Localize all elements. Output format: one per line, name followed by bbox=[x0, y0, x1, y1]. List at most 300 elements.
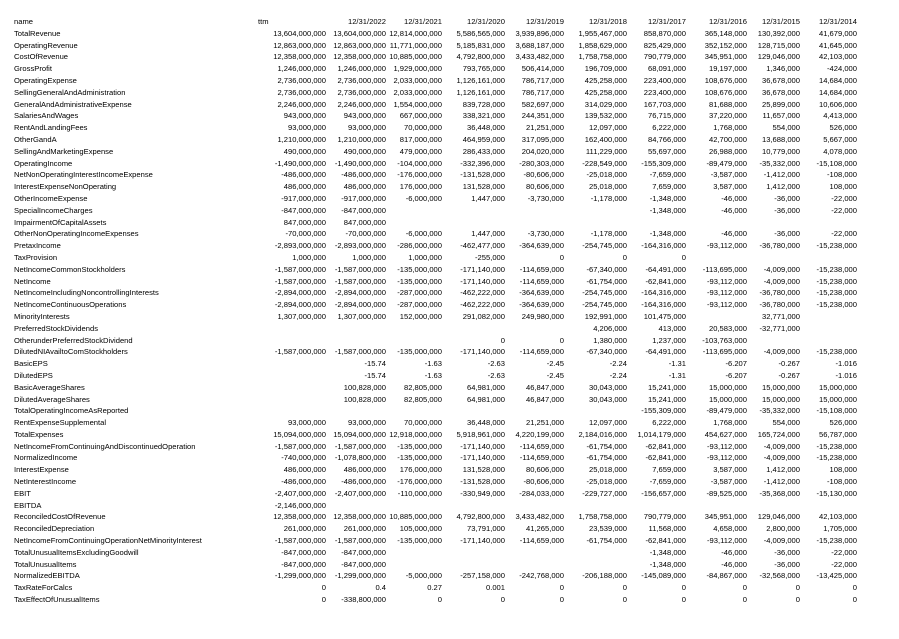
header-cell: 12/31/2021 bbox=[403, 17, 442, 26]
row-label: MinorityInterests bbox=[14, 311, 70, 321]
table-cell: -131,528,000 bbox=[460, 170, 505, 180]
table-cell: 36,448,000 bbox=[466, 418, 505, 428]
table-row bbox=[0, 523, 899, 535]
table-cell: 2,736,000,000 bbox=[337, 75, 386, 85]
table-cell: -254,745,000 bbox=[582, 288, 627, 298]
table-cell: 23,539,000 bbox=[588, 524, 627, 534]
table-cell: -917,000,000 bbox=[281, 193, 326, 203]
table-cell: -93,112,000 bbox=[707, 276, 747, 286]
table-cell: 176,000,000 bbox=[399, 465, 442, 475]
table-cell: -15,108,000 bbox=[816, 158, 857, 168]
table-cell: -3,587,000 bbox=[710, 477, 747, 487]
table-cell: 464,959,000 bbox=[462, 134, 505, 144]
table-cell: 2,736,000,000 bbox=[337, 87, 386, 97]
table-cell: 15,000,000 bbox=[761, 382, 800, 392]
table-cell: -462,222,000 bbox=[460, 300, 505, 310]
table-cell: 1,412,000 bbox=[766, 182, 800, 192]
table-cell: 130,392,000 bbox=[757, 28, 800, 38]
table-cell: 526,000 bbox=[829, 418, 857, 428]
table-row bbox=[0, 63, 899, 75]
table-cell: -176,000,000 bbox=[397, 477, 442, 487]
table-cell: 858,870,000 bbox=[643, 28, 686, 38]
table-cell: 21,251,000 bbox=[525, 123, 564, 133]
table-cell: -15,238,000 bbox=[816, 276, 857, 286]
row-label: TaxEffectOfUnusualItems bbox=[14, 595, 100, 605]
row-label: InterestExpenseNonOperating bbox=[14, 182, 117, 192]
table-cell: 165,724,000 bbox=[757, 429, 800, 439]
row-label: GeneralAndAdministrativeExpense bbox=[14, 99, 132, 109]
table-row bbox=[0, 346, 899, 358]
table-cell: 13,604,000,000 bbox=[333, 28, 386, 38]
table-row bbox=[0, 240, 899, 252]
table-cell: -135,000,000 bbox=[397, 536, 442, 546]
table-cell: -847,000,000 bbox=[281, 559, 326, 569]
table-cell: 15,094,000,000 bbox=[273, 429, 326, 439]
table-cell: -1,348,000 bbox=[649, 205, 686, 215]
table-cell: 261,000,000 bbox=[343, 524, 386, 534]
table-cell: 4,206,000 bbox=[593, 323, 627, 333]
row-label: OperatingRevenue bbox=[14, 40, 78, 50]
table-cell: 4,792,800,000 bbox=[456, 512, 505, 522]
table-cell: -4,009,000 bbox=[763, 347, 800, 357]
table-cell: 3,688,187,000 bbox=[515, 40, 564, 50]
table-cell: 486,000,000 bbox=[343, 182, 386, 192]
table-cell: -89,479,000 bbox=[706, 406, 747, 416]
table-cell: 73,791,000 bbox=[466, 524, 505, 534]
header-cell: name bbox=[14, 17, 33, 26]
table-cell: 1,307,000,000 bbox=[337, 311, 386, 321]
table-cell: 7,659,000 bbox=[652, 465, 686, 475]
table-cell: 793,765,000 bbox=[462, 64, 505, 74]
table-cell: 0 bbox=[795, 583, 800, 593]
table-cell: -1,587,000,000 bbox=[334, 347, 386, 357]
table-cell: 76,715,000 bbox=[647, 111, 686, 121]
table-row bbox=[0, 193, 899, 205]
table-cell: 32,771,000 bbox=[761, 311, 800, 321]
table-row bbox=[0, 134, 899, 146]
row-label: SellingAndMarketingExpense bbox=[14, 146, 114, 156]
table-cell: 223,400,000 bbox=[643, 87, 686, 97]
row-label: CostOfRevenue bbox=[14, 52, 69, 62]
table-cell: -280,303,000 bbox=[519, 158, 564, 168]
table-row bbox=[0, 311, 899, 323]
table-cell: 352,152,000 bbox=[704, 40, 747, 50]
table-cell: -486,000,000 bbox=[341, 170, 386, 180]
table-cell: 196,709,000 bbox=[584, 64, 627, 74]
row-label: RentExpenseSupplemental bbox=[14, 418, 107, 428]
table-cell: -2,407,000,000 bbox=[334, 488, 386, 498]
table-cell: -164,316,000 bbox=[641, 300, 686, 310]
table-cell: -164,316,000 bbox=[641, 241, 686, 251]
table-cell: 176,000,000 bbox=[399, 182, 442, 192]
table-cell: -3,730,000 bbox=[527, 229, 564, 239]
table-cell: -32,568,000 bbox=[759, 571, 800, 581]
table-cell: 4,220,199,000 bbox=[515, 429, 564, 439]
table-cell: 1,447,000 bbox=[471, 229, 505, 239]
table-cell: -1,348,000 bbox=[649, 547, 686, 557]
row-label: NetIncomeCommonStockholders bbox=[14, 264, 126, 274]
table-cell: 1,955,467,000 bbox=[578, 28, 627, 38]
table-cell: 490,000,000 bbox=[283, 146, 326, 156]
table-cell: 15,000,000 bbox=[818, 382, 857, 392]
table-row bbox=[0, 252, 899, 264]
table-cell: 1,210,000,000 bbox=[277, 134, 326, 144]
table-cell: 3,433,482,000 bbox=[515, 52, 564, 62]
table-row bbox=[0, 205, 899, 217]
row-label: NetNonOperatingInterestIncomeExpense bbox=[14, 170, 153, 180]
table-cell: 131,528,000 bbox=[462, 182, 505, 192]
table-cell: -104,000,000 bbox=[397, 158, 442, 168]
table-cell: 486,000,000 bbox=[343, 465, 386, 475]
table-cell: -113,695,000 bbox=[702, 347, 747, 357]
table-cell: 2,033,000,000 bbox=[393, 75, 442, 85]
row-label: NetIncome bbox=[14, 276, 51, 286]
table-row bbox=[0, 28, 899, 40]
table-cell: 1,380,000 bbox=[593, 335, 627, 345]
table-cell: -114,659,000 bbox=[519, 536, 564, 546]
table-cell: -257,158,000 bbox=[460, 571, 505, 581]
row-label: OtherGandA bbox=[14, 134, 57, 144]
table-cell: 70,000,000 bbox=[403, 418, 442, 428]
row-label: OtherNonOperatingIncomeExpenses bbox=[14, 229, 139, 239]
table-cell: 12,358,000,000 bbox=[333, 52, 386, 62]
table-cell: 790,779,000 bbox=[643, 512, 686, 522]
table-cell: 11,771,000,000 bbox=[389, 40, 442, 50]
header-cell: 12/31/2018 bbox=[588, 17, 627, 26]
table-cell: -46,000 bbox=[721, 559, 747, 569]
table-cell: -847,000,000 bbox=[341, 547, 386, 557]
header-cell: 12/31/2015 bbox=[761, 17, 800, 26]
table-row bbox=[0, 276, 899, 288]
table-cell: 425,258,000 bbox=[584, 87, 627, 97]
table-cell: 825,429,000 bbox=[643, 40, 686, 50]
table-cell: -286,000,000 bbox=[397, 241, 442, 251]
table-cell: -46,000 bbox=[721, 205, 747, 215]
table-cell: -35,332,000 bbox=[759, 158, 800, 168]
table-cell: 131,528,000 bbox=[462, 465, 505, 475]
table-cell: -2.63 bbox=[487, 359, 505, 369]
table-cell: 413,000 bbox=[658, 323, 686, 333]
table-cell: -93,112,000 bbox=[707, 441, 747, 451]
header-cell: 12/31/2019 bbox=[525, 17, 564, 26]
table-cell: 490,000,000 bbox=[343, 146, 386, 156]
table-cell: 506,414,000 bbox=[521, 64, 564, 74]
table-cell: -15,238,000 bbox=[816, 536, 857, 546]
table-cell: -229,727,000 bbox=[582, 488, 627, 498]
table-cell: -1.016 bbox=[835, 359, 857, 369]
table-cell: 12,358,000,000 bbox=[273, 512, 326, 522]
table-cell: -15,238,000 bbox=[816, 453, 857, 463]
table-cell: 128,715,000 bbox=[757, 40, 800, 50]
table-cell: -1,178,000 bbox=[590, 193, 627, 203]
table-cell: -25,018,000 bbox=[586, 477, 627, 487]
table-cell: -284,033,000 bbox=[519, 488, 564, 498]
table-cell: 454,627,000 bbox=[704, 429, 747, 439]
table-row bbox=[0, 559, 899, 571]
table-cell: 81,688,000 bbox=[708, 99, 747, 109]
table-cell: 93,000,000 bbox=[287, 418, 326, 428]
table-cell: 314,029,000 bbox=[584, 99, 627, 109]
table-cell: 30,043,000 bbox=[588, 394, 627, 404]
table-cell: -135,000,000 bbox=[397, 453, 442, 463]
table-cell: -2,894,000,000 bbox=[334, 288, 386, 298]
table-cell: 10,885,000,000 bbox=[389, 52, 442, 62]
table-cell: 0 bbox=[795, 595, 800, 605]
table-cell: -3,730,000 bbox=[527, 193, 564, 203]
table-cell: 1,758,758,000 bbox=[578, 52, 627, 62]
table-cell: 2,033,000,000 bbox=[393, 87, 442, 97]
table-cell: 486,000,000 bbox=[283, 465, 326, 475]
table-cell: -62,841,000 bbox=[645, 441, 686, 451]
table-cell: 108,676,000 bbox=[704, 87, 747, 97]
table-row bbox=[0, 358, 899, 370]
table-row bbox=[0, 476, 899, 488]
table-cell: -364,639,000 bbox=[519, 241, 564, 251]
table-cell: -255,000 bbox=[475, 252, 505, 262]
table-cell: -2.63 bbox=[487, 370, 505, 380]
table-cell: 0 bbox=[500, 595, 505, 605]
row-label: OperatingIncome bbox=[14, 158, 73, 168]
table-cell: -171,140,000 bbox=[460, 264, 505, 274]
table-row bbox=[0, 287, 899, 299]
table-cell: -4,009,000 bbox=[763, 264, 800, 274]
table-cell: 12,814,000,000 bbox=[389, 28, 442, 38]
table-cell: -2,893,000,000 bbox=[334, 241, 386, 251]
row-label: PretaxIncome bbox=[14, 241, 61, 251]
table-cell: -242,768,000 bbox=[519, 571, 564, 581]
table-cell: -6.207 bbox=[725, 359, 747, 369]
table-cell: -917,000,000 bbox=[341, 193, 386, 203]
table-cell: -64,491,000 bbox=[645, 264, 686, 274]
table-cell: 100,828,000 bbox=[343, 394, 386, 404]
table-cell: 479,000,000 bbox=[399, 146, 442, 156]
table-cell: 3,587,000 bbox=[713, 182, 747, 192]
table-cell: 204,020,000 bbox=[521, 146, 564, 156]
table-cell: 4,413,000 bbox=[823, 111, 857, 121]
table-cell: -228,549,000 bbox=[582, 158, 627, 168]
table-cell: -13,425,000 bbox=[816, 571, 857, 581]
header-cell: 12/31/2014 bbox=[818, 17, 857, 26]
table-cell: 365,148,000 bbox=[704, 28, 747, 38]
table-row bbox=[0, 181, 899, 193]
table-row bbox=[0, 40, 899, 52]
table-cell: 36,678,000 bbox=[761, 75, 800, 85]
table-cell: 11,568,000 bbox=[648, 524, 686, 534]
row-label: DilutedNIAvailtoComStockholders bbox=[14, 347, 128, 357]
table-cell: 2,246,000,000 bbox=[277, 99, 326, 109]
table-cell: 101,475,000 bbox=[643, 311, 686, 321]
table-cell: -1.016 bbox=[835, 370, 857, 380]
table-cell: -89,479,000 bbox=[706, 158, 747, 168]
table-cell: 37,220,000 bbox=[708, 111, 747, 121]
table-row bbox=[0, 441, 899, 453]
table-cell: 41,679,000 bbox=[818, 28, 857, 38]
table-cell: -84,867,000 bbox=[706, 571, 747, 581]
table-cell: -338,800,000 bbox=[341, 595, 386, 605]
table-cell: 129,046,000 bbox=[757, 52, 800, 62]
table-cell: -424,000 bbox=[827, 64, 857, 74]
table-cell: 15,000,000 bbox=[708, 382, 747, 392]
table-cell: 25,018,000 bbox=[588, 465, 627, 475]
table-cell: -2,407,000,000 bbox=[274, 488, 326, 498]
row-label: NetIncomeContinuousOperations bbox=[14, 300, 127, 310]
table-cell: -2,894,000,000 bbox=[334, 300, 386, 310]
table-cell: -486,000,000 bbox=[281, 170, 326, 180]
table-cell: -25,018,000 bbox=[586, 170, 627, 180]
table-cell: 1,307,000,000 bbox=[277, 311, 326, 321]
table-cell: 667,000,000 bbox=[399, 111, 442, 121]
table-cell: -131,528,000 bbox=[460, 477, 505, 487]
table-cell: 84,766,000 bbox=[647, 134, 686, 144]
table-cell: 291,082,000 bbox=[462, 311, 505, 321]
table-cell: 0 bbox=[622, 595, 627, 605]
table-row bbox=[0, 264, 899, 276]
table-cell: 0 bbox=[622, 252, 627, 262]
table-cell: -46,000 bbox=[721, 229, 747, 239]
table-cell: -114,659,000 bbox=[519, 347, 564, 357]
table-cell: 1,237,000 bbox=[652, 335, 686, 345]
row-label: BasicAverageShares bbox=[14, 382, 85, 392]
table-cell: -93,112,000 bbox=[707, 288, 747, 298]
table-cell: -287,000,000 bbox=[397, 300, 442, 310]
table-cell: 1,246,000,000 bbox=[277, 64, 326, 74]
table-cell: 14,684,000 bbox=[818, 75, 857, 85]
table-cell: 93,000,000 bbox=[347, 123, 386, 133]
table-cell: -171,140,000 bbox=[460, 453, 505, 463]
table-cell: 100,828,000 bbox=[343, 382, 386, 392]
table-cell: 6,222,000 bbox=[652, 418, 686, 428]
table-cell: -135,000,000 bbox=[397, 276, 442, 286]
table-cell: -1,348,000 bbox=[649, 193, 686, 203]
table-cell: -1,348,000 bbox=[649, 229, 686, 239]
table-cell: -1,587,000,000 bbox=[274, 347, 326, 357]
table-cell: -486,000,000 bbox=[341, 477, 386, 487]
row-label: OperatingExpense bbox=[14, 75, 77, 85]
table-row bbox=[0, 228, 899, 240]
table-cell: 338,321,000 bbox=[462, 111, 505, 121]
table-cell: -32,771,000 bbox=[759, 323, 800, 333]
table-cell: 12,863,000,000 bbox=[333, 40, 386, 50]
table-cell: -1,587,000,000 bbox=[334, 441, 386, 451]
table-cell: 786,717,000 bbox=[521, 75, 564, 85]
table-cell: 167,703,000 bbox=[643, 99, 686, 109]
table-cell: 108,000 bbox=[829, 465, 857, 475]
table-cell: -80,606,000 bbox=[523, 170, 564, 180]
table-cell: -847,000,000 bbox=[341, 559, 386, 569]
table-cell: -15,238,000 bbox=[816, 241, 857, 251]
table-row bbox=[0, 335, 899, 347]
table-cell: 943,000,000 bbox=[283, 111, 326, 121]
table-cell: 7,659,000 bbox=[652, 182, 686, 192]
table-cell: -171,140,000 bbox=[460, 441, 505, 451]
table-cell: -103,763,000 bbox=[702, 335, 747, 345]
row-label: ImpairmentOfCapitalAssets bbox=[14, 217, 107, 227]
table-cell: 13,604,000,000 bbox=[273, 28, 326, 38]
table-cell: 1,929,000,000 bbox=[393, 64, 442, 74]
table-row bbox=[0, 429, 899, 441]
table-cell: -155,309,000 bbox=[641, 158, 686, 168]
table-cell: 42,700,000 bbox=[708, 134, 747, 144]
row-label: NormalizedEBITDA bbox=[14, 571, 80, 581]
table-cell: 5,185,831,000 bbox=[456, 40, 505, 50]
row-label: NormalizedIncome bbox=[14, 453, 78, 463]
table-cell: -36,000 bbox=[774, 205, 800, 215]
table-cell: 345,951,000 bbox=[704, 52, 747, 62]
table-cell: 152,000,000 bbox=[399, 311, 442, 321]
table-cell: -1.63 bbox=[424, 359, 442, 369]
table-cell: 0 bbox=[852, 595, 857, 605]
table-cell: 14,684,000 bbox=[818, 87, 857, 97]
table-cell: -847,000,000 bbox=[281, 205, 326, 215]
table-cell: -135,000,000 bbox=[397, 441, 442, 451]
table-cell: -1,587,000,000 bbox=[334, 276, 386, 286]
table-row bbox=[0, 594, 899, 606]
table-cell: -67,340,000 bbox=[586, 264, 627, 274]
table-body bbox=[0, 28, 899, 606]
table-cell: 25,018,000 bbox=[588, 182, 627, 192]
table-cell: 192,991,000 bbox=[584, 311, 627, 321]
table-cell: -1,587,000,000 bbox=[274, 441, 326, 451]
row-label: TotalOperatingIncomeAsReported bbox=[14, 406, 129, 416]
table-cell: -93,112,000 bbox=[707, 453, 747, 463]
table-cell: 1,412,000 bbox=[766, 465, 800, 475]
table-cell: -1.63 bbox=[424, 370, 442, 380]
table-cell: 12,358,000,000 bbox=[273, 52, 326, 62]
table-cell: -22,000 bbox=[831, 547, 857, 557]
table-cell: 1,000,000 bbox=[352, 252, 386, 262]
table-cell: 0 bbox=[742, 583, 747, 593]
table-cell: 139,532,000 bbox=[584, 111, 627, 121]
table-cell: -1,587,000,000 bbox=[274, 536, 326, 546]
table-cell: 0 bbox=[559, 595, 564, 605]
table-row bbox=[0, 370, 899, 382]
table-cell: -740,000,000 bbox=[281, 453, 326, 463]
table-cell: 3,587,000 bbox=[713, 465, 747, 475]
row-label: NetIncomeIncludingNoncontrollingInterests bbox=[14, 288, 159, 298]
table-cell: 82,805,000 bbox=[403, 394, 442, 404]
table-cell: -114,659,000 bbox=[519, 276, 564, 286]
table-row bbox=[0, 146, 899, 158]
row-label: SellingGeneralAndAdministration bbox=[14, 87, 126, 97]
table-cell: 12,097,000 bbox=[588, 418, 627, 428]
table-row bbox=[0, 382, 899, 394]
table-cell: -462,477,000 bbox=[460, 241, 505, 251]
table-cell: 70,000,000 bbox=[403, 123, 442, 133]
table-cell: -847,000,000 bbox=[281, 547, 326, 557]
table-cell: 80,606,000 bbox=[525, 182, 564, 192]
table-cell: -2.24 bbox=[609, 359, 627, 369]
table-cell: 4,658,000 bbox=[713, 524, 747, 534]
table-cell: -1,490,000,000 bbox=[334, 158, 386, 168]
table-cell: 223,400,000 bbox=[643, 75, 686, 85]
table-cell: 1,758,758,000 bbox=[578, 512, 627, 522]
row-label: BasicEPS bbox=[14, 359, 48, 369]
table-row bbox=[0, 488, 899, 500]
table-cell: 42,103,000 bbox=[818, 52, 857, 62]
table-cell: -110,000,000 bbox=[397, 488, 442, 498]
table-cell: -15,130,000 bbox=[816, 488, 857, 498]
table-cell: -7,659,000 bbox=[649, 170, 686, 180]
table-cell: 0 bbox=[681, 583, 686, 593]
table-cell: -486,000,000 bbox=[281, 477, 326, 487]
table-cell: 4,792,800,000 bbox=[456, 52, 505, 62]
table-row bbox=[0, 122, 899, 134]
table-cell: 1,447,000 bbox=[471, 193, 505, 203]
table-cell: 10,885,000,000 bbox=[389, 512, 442, 522]
header-cell: 12/31/2022 bbox=[347, 17, 386, 26]
table-cell: 56,787,000 bbox=[818, 429, 857, 439]
table-cell: 41,265,000 bbox=[525, 524, 564, 534]
